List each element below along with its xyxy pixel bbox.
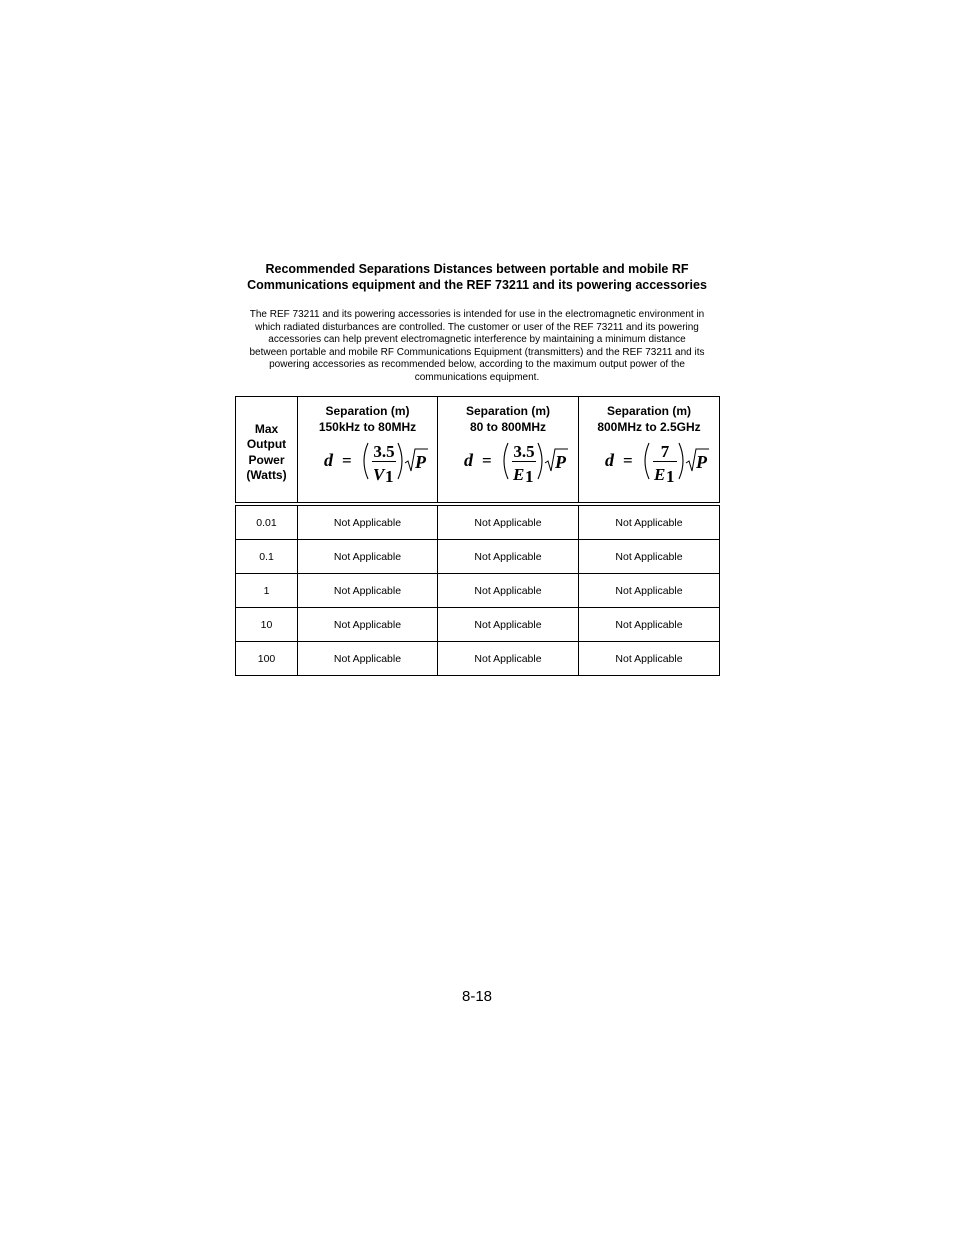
- formula-denominator: E: [654, 465, 666, 484]
- header-separation-80-800mhz: [438, 397, 579, 505]
- header-max-line: Output: [246, 437, 287, 451]
- intro-line: between portable and mobile RF Communications Equipment (transmitters) and the REF 73211 and its: [249, 346, 705, 358]
- formula-equals: =: [623, 451, 633, 470]
- value-cell: Not Applicable: [298, 504, 438, 540]
- value-cell: Not Applicable: [438, 540, 579, 574]
- header-separation-150khz-80mhz: [298, 397, 438, 505]
- value-cell: Not Applicable: [438, 608, 579, 642]
- value-cell: Not Applicable: [438, 574, 579, 608]
- table-row: [236, 540, 720, 574]
- header-range: 80 to 800MHz: [469, 419, 547, 434]
- table-header-row: [236, 397, 720, 505]
- left-paren: [645, 443, 649, 479]
- formula-graphic: [448, 437, 568, 485]
- table-row: [236, 574, 720, 608]
- header-range: 150kHz to 80MHz: [318, 419, 417, 434]
- table-row: [236, 608, 720, 642]
- intro-line: communications equipment.: [414, 371, 540, 383]
- right-paren: [679, 443, 683, 479]
- formula-root-variable: P: [555, 452, 566, 472]
- right-paren: [538, 443, 542, 479]
- formula-equals: =: [341, 451, 352, 470]
- header-max-line: Power: [248, 452, 285, 467]
- value-cell: Not Applicable: [579, 608, 720, 642]
- left-paren: [364, 443, 368, 479]
- power-cell: 10: [236, 608, 298, 642]
- table-row: [236, 642, 720, 676]
- formula-graphic: [589, 437, 709, 485]
- formula-equals: =: [482, 451, 492, 470]
- formula-80-800mhz: [438, 437, 578, 485]
- value-cell: Not Applicable: [579, 642, 720, 676]
- page-number: 8-18: [461, 988, 493, 1005]
- formula-lhs: d: [464, 450, 473, 470]
- power-cell: 100: [236, 642, 298, 676]
- header-separation-800mhz-2-5ghz: [579, 397, 720, 505]
- value-cell: Not Applicable: [438, 504, 579, 540]
- formula-numerator: 7: [660, 442, 670, 461]
- formula-numerator: 3.5: [513, 442, 535, 461]
- value-cell: Not Applicable: [579, 504, 720, 540]
- intro-line: accessories can help prevent electromagnetic interference by maintaining a minimum distance: [268, 334, 686, 346]
- header-title: Separation (m): [325, 404, 410, 418]
- table-title-line-2: Communications equipment and the REF 73211 and its powering accessories: [247, 278, 707, 292]
- value-cell: Not Applicable: [579, 540, 720, 574]
- power-cell: 0.1: [236, 540, 298, 574]
- header-max-output-power: [236, 397, 298, 505]
- value-cell: Not Applicable: [579, 574, 720, 608]
- formula-denominator-subscript: 1: [666, 467, 675, 485]
- header-title: Separation (m): [465, 404, 550, 418]
- value-cell: Not Applicable: [298, 540, 438, 574]
- formula-150khz-80mhz: [298, 437, 437, 485]
- separation-distance-table: [235, 396, 720, 676]
- table-title: [230, 261, 724, 293]
- value-cell: Not Applicable: [298, 574, 438, 608]
- left-paren: [504, 443, 508, 479]
- formula-denominator-subscript: 1: [525, 467, 534, 485]
- formula-800mhz-2-5ghz: [579, 437, 719, 485]
- header-max-line: Max: [254, 421, 279, 436]
- formula-lhs: d: [323, 450, 333, 470]
- intro-line: which radiated disturbances are controlled. The customer or user of the REF 73211 and its powering: [255, 321, 699, 333]
- intro-line: The REF 73211 and its powering accessories is intended for use in the electromagnetic environment in: [249, 309, 705, 320]
- table-row: [236, 504, 720, 540]
- value-cell: Not Applicable: [438, 642, 579, 676]
- header-max-line: (Watts): [246, 468, 287, 482]
- intro-line: powering accessories as recommended below, according to the maximum output power of the: [269, 359, 685, 371]
- power-cell: 1: [236, 574, 298, 608]
- formula-root-variable: P: [696, 452, 707, 472]
- power-cell: 0.01: [236, 504, 298, 540]
- formula-denominator-subscript: 1: [384, 467, 393, 485]
- intro-paragraph: [238, 309, 716, 385]
- formula-lhs: d: [605, 450, 614, 470]
- header-range: 800MHz to 2.5GHz: [597, 419, 701, 434]
- value-cell: Not Applicable: [298, 608, 438, 642]
- right-paren: [398, 443, 402, 479]
- table-title-line-1: Recommended Separations Distances between portable and mobile RF: [265, 262, 689, 276]
- value-cell: Not Applicable: [298, 642, 438, 676]
- formula-denominator: V: [372, 465, 384, 484]
- formula-numerator: 3.5: [372, 442, 395, 461]
- header-title: Separation (m): [606, 404, 691, 418]
- formula-denominator: E: [513, 465, 525, 484]
- formula-graphic: [308, 437, 428, 485]
- formula-root-variable: P: [414, 452, 426, 472]
